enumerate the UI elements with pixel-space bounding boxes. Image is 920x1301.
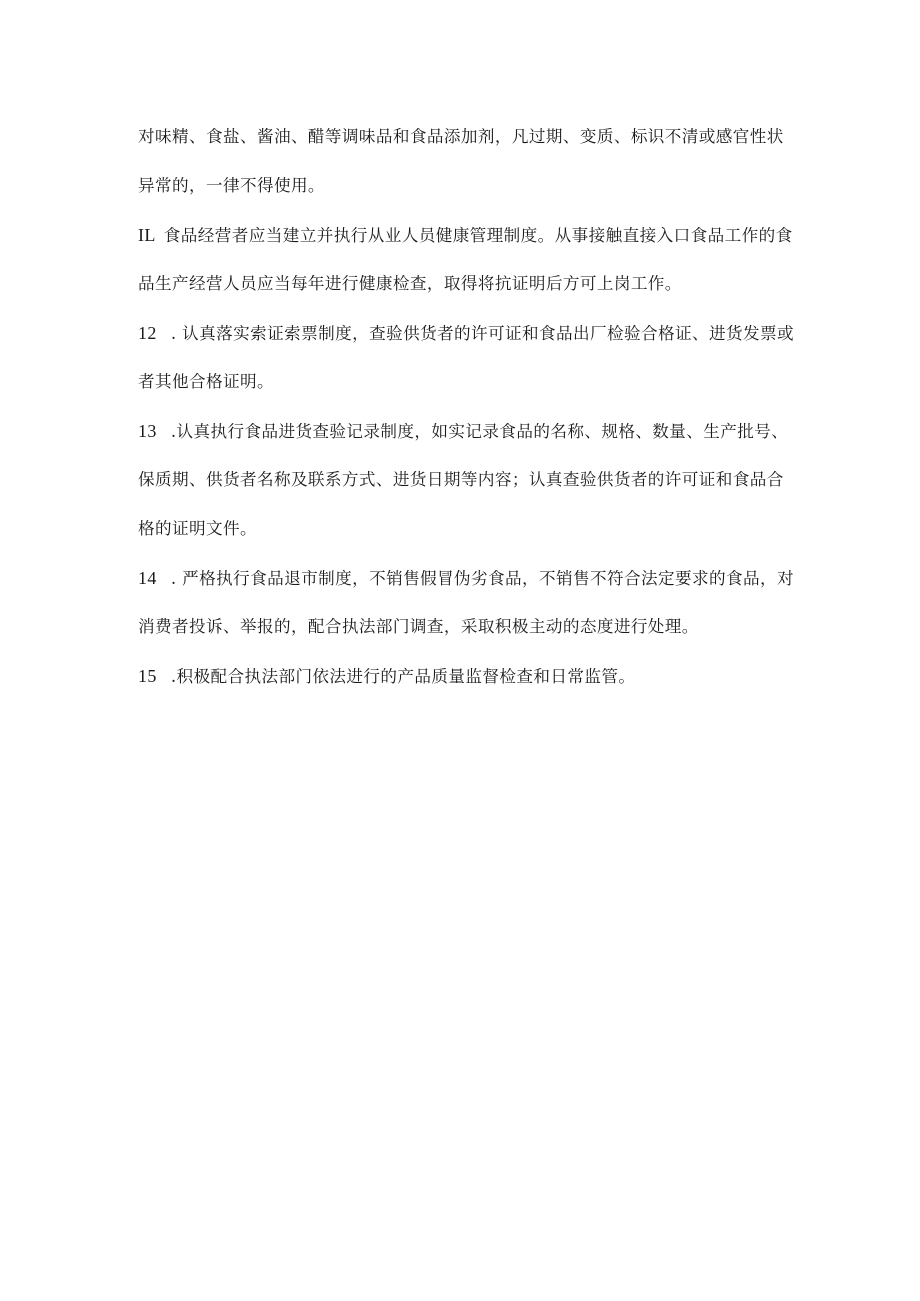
- paragraph-line: [138, 273, 790, 295]
- line-text: . 严格执行食品退市制度，不销售假冒伪劣食品，不销售不符合法定要求的食品，对: [170, 569, 794, 588]
- line-text: 异常的，一律不得使用。: [138, 176, 325, 195]
- paragraph-line: [138, 518, 790, 540]
- paragraph-number: 12: [138, 323, 157, 343]
- paragraph-number: IL: [138, 225, 156, 245]
- line-text: .积极配合执法部门依法进行的产品质量监督检查和日常监管。: [170, 667, 636, 686]
- paragraph-line: [138, 371, 790, 393]
- paragraph-line: [138, 616, 790, 638]
- line-text: 者其他合格证明。: [138, 372, 274, 391]
- paragraph-number: 13: [138, 421, 157, 441]
- line-text: . 认真落实索证索票制度，查验供货者的许可证和食品出厂检验合格证、进货发票或: [170, 324, 794, 343]
- paragraph-line: [138, 175, 790, 197]
- document-page: [138, 0, 794, 1301]
- line-text: 食品经营者应当建立并执行从业人员健康管理制度。从事接触直接入口食品工作的食: [163, 226, 793, 245]
- line-text: 品生产经营人员应当每年进行健康检查，取得将抗证明后方可上岗工作。: [138, 274, 682, 293]
- paragraph-number: 15: [138, 666, 157, 686]
- line-text: 消费者投诉、举报的，配合执法部门调查，采取积极主动的态度进行处理。: [138, 617, 699, 636]
- paragraph-line: [138, 469, 790, 491]
- paragraph-line: [138, 567, 794, 590]
- paragraph-line: [138, 126, 790, 148]
- line-text: 格的证明文件。: [138, 519, 257, 538]
- line-text: .认真执行食品进货查验记录制度，如实记录食品的名称、规格、数量、生产批号、: [170, 422, 789, 441]
- line-text: 保质期、供货者名称及联系方式、进货日期等内容；认真查验供货者的许可证和食品合: [138, 470, 784, 489]
- paragraph-line: [138, 665, 790, 688]
- line-text: 对味精、食盐、酱油、醋等调味品和食品添加剂，凡过期、变质、标识不清或感官性状: [138, 127, 784, 146]
- paragraph-line: [138, 224, 793, 247]
- paragraph-number: 14: [138, 568, 157, 588]
- paragraph-line: [138, 322, 794, 345]
- paragraph-line: [138, 420, 790, 443]
